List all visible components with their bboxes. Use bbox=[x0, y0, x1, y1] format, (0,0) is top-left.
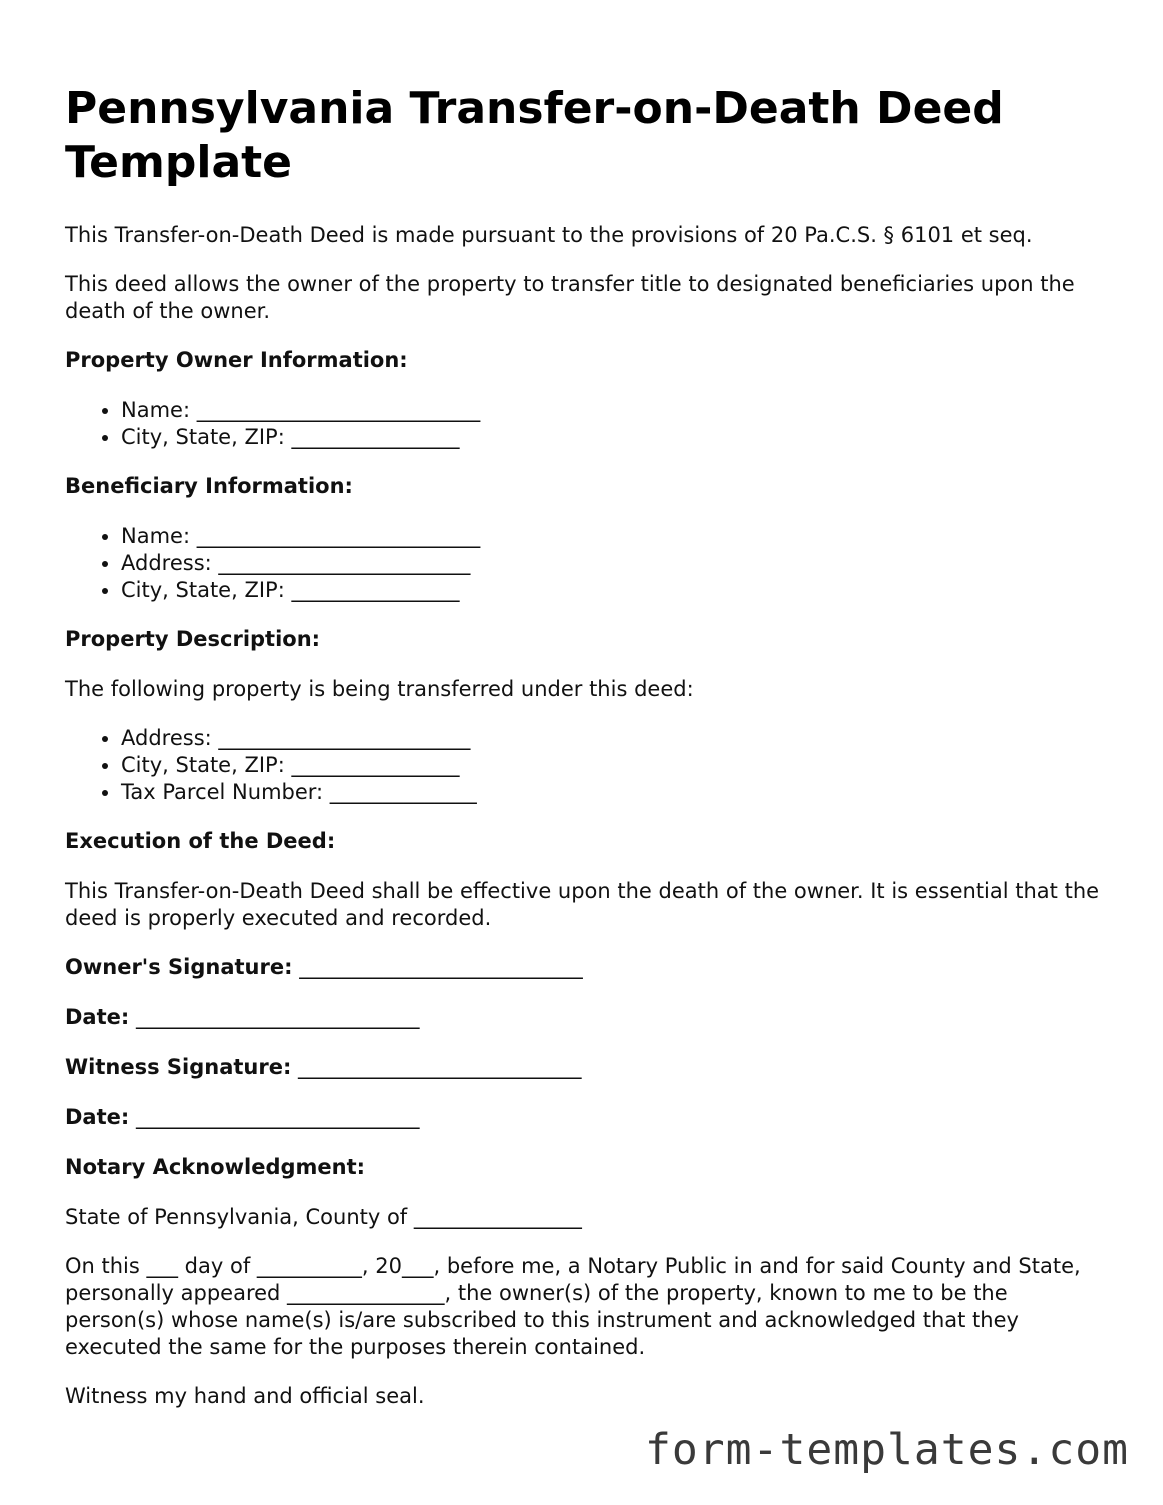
witness-signature-blank: ___________________________ bbox=[291, 1055, 582, 1079]
document-title: Pennsylvania Transfer-on-Death Deed Template bbox=[65, 83, 1004, 188]
owner-date-label: Date: bbox=[65, 1005, 130, 1029]
owner-signature-blank: ___________________________ bbox=[292, 955, 583, 979]
document-page bbox=[65, 82, 1105, 1432]
notary-closing-text: Witness my hand and official seal. bbox=[65, 1384, 425, 1408]
property-address-field: • Address: ________________________ bbox=[121, 725, 1105, 752]
property-city-state-zip-field: • City, State, ZIP: ________________ bbox=[121, 752, 1105, 779]
notary-body-text: On this ___ day of __________, 20___, before me, a Notary Public in and for said County and State, personally appeared _______________, the owner(s) of the property, known to me to be the person(s) whose name(s) is/are subscribed to this instrument and acknowledged that they executed the same for the purposes therein contained. bbox=[65, 1254, 1081, 1359]
owner-field-list bbox=[65, 397, 1105, 451]
owner-signature-label: Owner's Signature: bbox=[65, 955, 293, 979]
owner-date-line bbox=[65, 1004, 1105, 1031]
intro-paragraph-2: This deed allows the owner of the property to transfer title to designated beneficiaries upon the death of the owner. bbox=[65, 272, 1075, 323]
property-section-heading: Property Description: bbox=[65, 627, 321, 651]
witness-signature-label: Witness Signature: bbox=[65, 1055, 292, 1079]
tax-parcel-number-field: • Tax Parcel Number: ______________ bbox=[121, 779, 1105, 806]
intro-paragraph-1: This Transfer-on-Death Deed is made pursuant to the provisions of 20 Pa.C.S. § 6101 et seq. bbox=[65, 223, 1033, 247]
site-watermark: form-templates.com bbox=[645, 1425, 1129, 1475]
witness-date-label: Date: bbox=[65, 1105, 130, 1129]
beneficiary-city-state-zip-field: • City, State, ZIP: ________________ bbox=[121, 577, 1105, 604]
notary-county-line: State of Pennsylvania, County of ________________ bbox=[65, 1205, 582, 1229]
owner-signature-line bbox=[65, 954, 1105, 981]
owner-city-state-zip-field: • City, State, ZIP: ________________ bbox=[121, 424, 1105, 451]
execution-section-heading: Execution of the Deed: bbox=[65, 829, 336, 853]
witness-date-blank: ___________________________ bbox=[129, 1105, 420, 1129]
witness-signature-line bbox=[65, 1054, 1105, 1081]
property-field-list bbox=[65, 725, 1105, 806]
beneficiary-field-list bbox=[65, 523, 1105, 604]
execution-text: This Transfer-on-Death Deed shall be effective upon the death of the owner. It is essential that the deed is properly executed and recorded. bbox=[65, 879, 1100, 930]
notary-section-heading: Notary Acknowledgment: bbox=[65, 1155, 366, 1179]
owner-date-blank: ___________________________ bbox=[129, 1005, 420, 1029]
witness-date-line bbox=[65, 1104, 1105, 1131]
beneficiary-address-field: • Address: ________________________ bbox=[121, 550, 1105, 577]
beneficiary-section-heading: Beneficiary Information: bbox=[65, 474, 353, 498]
owner-section-heading: Property Owner Information: bbox=[65, 348, 408, 372]
beneficiary-name-field: • Name: ___________________________ bbox=[121, 523, 1105, 550]
property-description-text: The following property is being transferred under this deed: bbox=[65, 677, 694, 701]
owner-name-field: • Name: ___________________________ bbox=[121, 397, 1105, 424]
